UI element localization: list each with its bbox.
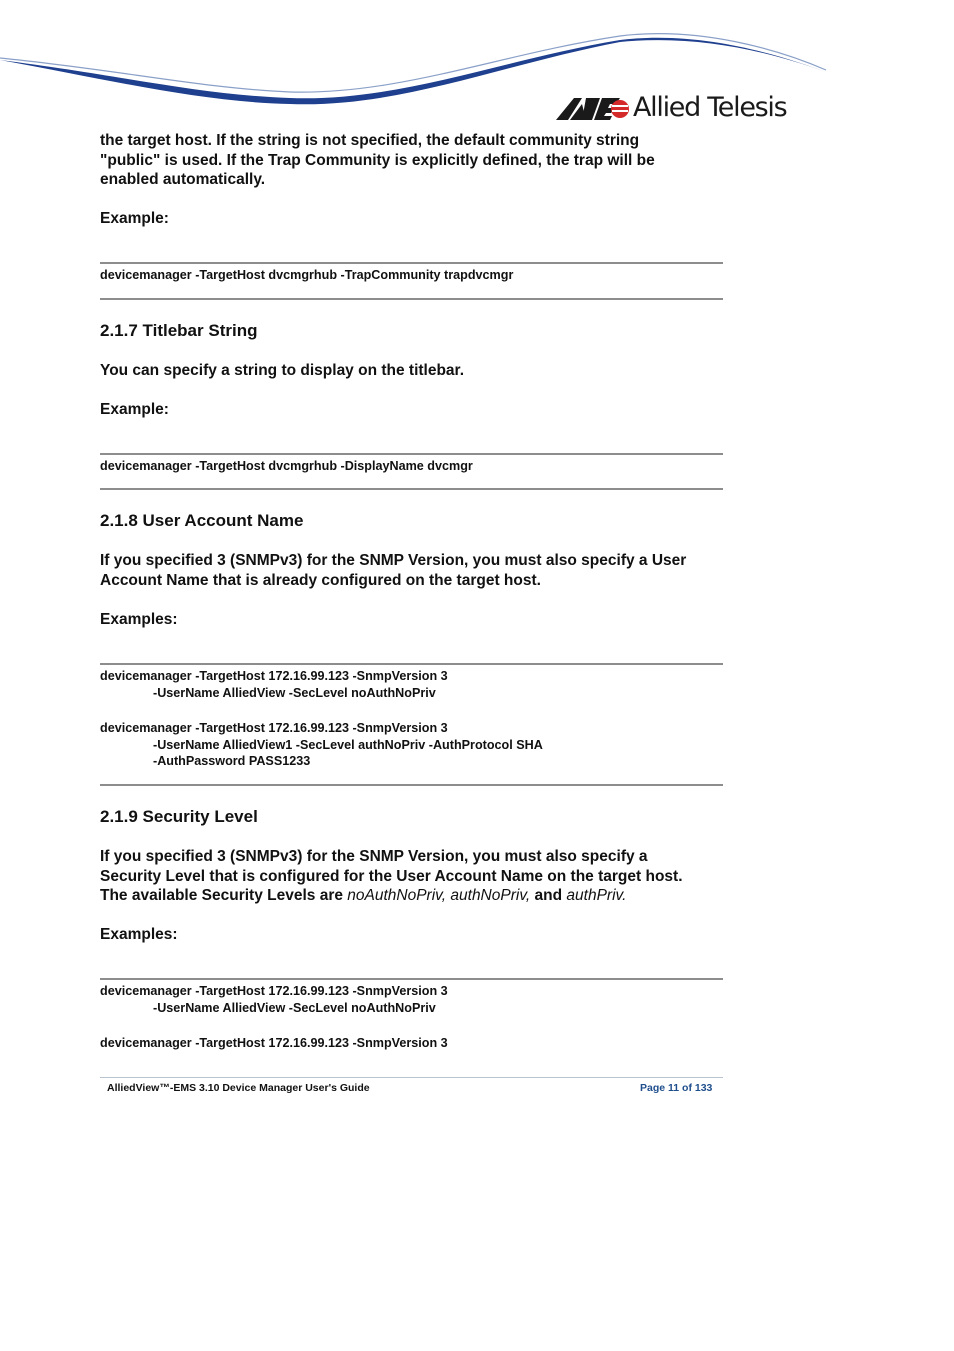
code-rule xyxy=(100,784,723,786)
code-rule xyxy=(100,978,723,980)
security-level-term: authPriv. xyxy=(566,887,627,905)
code-example: devicemanager -TargetHost 172.16.99.123 -SnmpVersion 3 xyxy=(100,1036,448,1050)
example-label: Examples: xyxy=(100,611,178,628)
code-line: devicemanager -TargetHost 172.16.99.123 -SnmpVersion 3 xyxy=(100,984,448,998)
code-rule xyxy=(100,488,723,490)
section-line: Security Level that is configured for the User Account Name on the target host. xyxy=(100,867,683,885)
section-heading: 2.1.8 User Account Name xyxy=(100,511,304,530)
section-heading: 2.1.9 Security Level xyxy=(100,807,258,826)
intro-paragraph xyxy=(100,131,730,190)
code-example: devicemanager -TargetHost dvcmgrhub -DisplayName dvcmgr xyxy=(100,459,473,473)
security-level-term: authNoPriv, xyxy=(450,887,531,905)
section-text xyxy=(100,847,730,906)
section-line: Account Name that is already configured on the target host. xyxy=(100,571,541,589)
code-rule xyxy=(100,663,723,665)
code-example xyxy=(100,983,448,1016)
code-line: -UserName AlliedView -SecLevel noAuthNoPriv xyxy=(153,685,436,700)
code-rule xyxy=(100,298,723,300)
code-line: -UserName AlliedView1 -SecLevel authNoPriv -AuthProtocol SHA xyxy=(153,737,543,752)
code-rule xyxy=(100,262,723,264)
example-label: Examples: xyxy=(100,926,178,943)
text-run: and xyxy=(534,887,563,905)
section-line xyxy=(100,886,730,906)
section-text xyxy=(100,551,730,590)
code-rule xyxy=(100,453,723,455)
section-text: You can specify a string to display on the titlebar. xyxy=(100,362,465,379)
intro-line: "public" is used. If the Trap Community is explicitly defined, the trap will be xyxy=(100,151,655,169)
code-line: -UserName AlliedView -SecLevel noAuthNoPriv xyxy=(153,1000,436,1015)
code-example: devicemanager -TargetHost dvcmgrhub -TrapCommunity trapdvcmgr xyxy=(100,268,514,282)
code-line: devicemanager -TargetHost 172.16.99.123 -SnmpVersion 3 xyxy=(100,669,448,683)
page-number: Page 11 of 133 xyxy=(640,1082,713,1094)
security-level-term: noAuthNoPriv, xyxy=(347,887,447,905)
code-line: devicemanager -TargetHost 172.16.99.123 -SnmpVersion 3 xyxy=(100,721,448,735)
code-example xyxy=(100,668,448,701)
intro-line: enabled automatically. xyxy=(100,171,266,189)
footer-rule xyxy=(100,1077,723,1078)
code-example xyxy=(100,720,543,770)
section-heading: 2.1.7 Titlebar String xyxy=(100,321,258,340)
logo-text: Allied Telesis xyxy=(633,92,787,123)
header-swoosh xyxy=(0,0,954,110)
footer-title: AlliedView™-EMS 3.10 Device Manager User's Guide xyxy=(107,1082,370,1094)
code-line: -AuthPassword PASS1233 xyxy=(153,754,311,768)
example-label: Example: xyxy=(100,401,169,418)
intro-line: the target host. If the string is not specified, the default community string xyxy=(100,132,640,149)
section-line: If you specified 3 (SNMPv3) for the SNMP Version, you must also specify a User xyxy=(100,552,687,569)
text-run: The available Security Levels are xyxy=(100,887,348,905)
example-label: Example: xyxy=(100,210,169,227)
section-line: If you specified 3 (SNMPv3) for the SNMP Version, you must also specify a xyxy=(100,848,648,865)
